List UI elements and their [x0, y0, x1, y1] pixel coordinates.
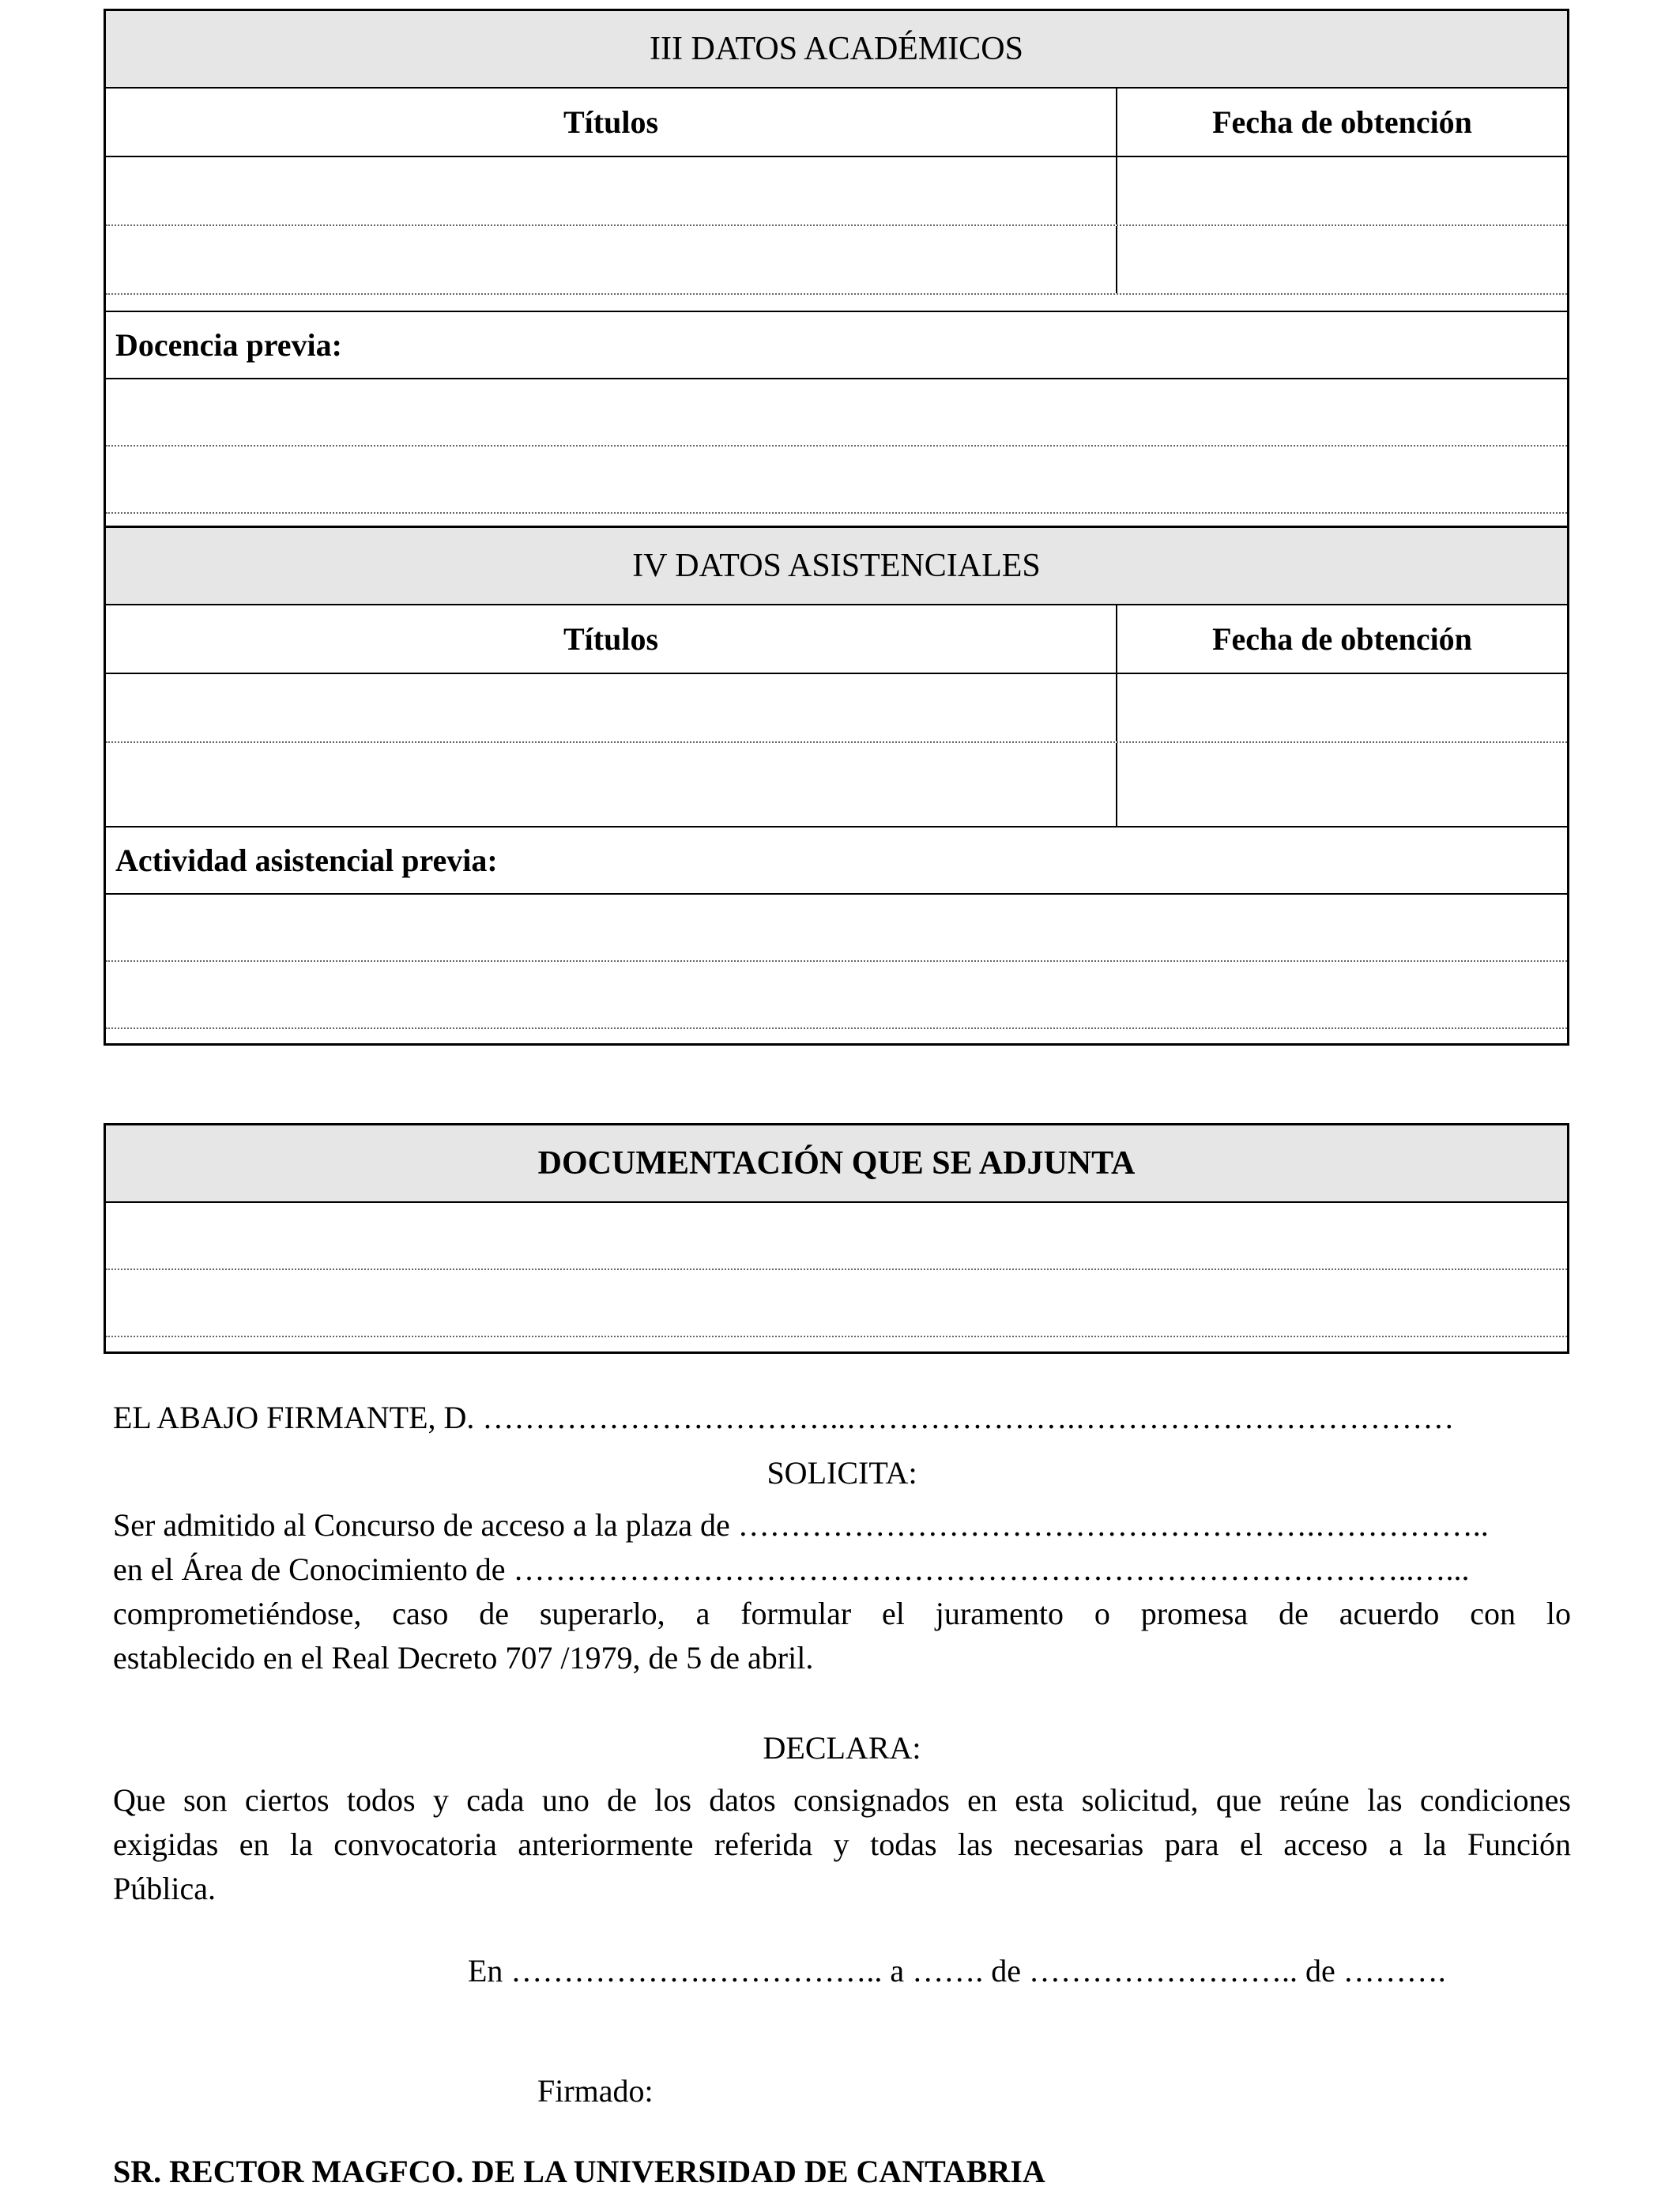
academic-column-headers [106, 89, 1567, 157]
assistance-entry-row[interactable] [106, 743, 1567, 827]
academic-entry-row[interactable] [106, 226, 1567, 295]
actividad-line[interactable] [106, 895, 1567, 962]
solicita-line: en el Área de Conocimiento de …………………………………………………………………………..…... [113, 1551, 1470, 1587]
column-header-titulos: Títulos [106, 605, 1117, 673]
solicita-line: comprometiéndose, caso de superarlo, a formular el juramento o promesa de acuerdo con lo [113, 1596, 1571, 1631]
column-header-fecha: Fecha de obtención [1212, 104, 1472, 140]
column-header-titulos: Títulos [106, 89, 1117, 156]
titulo-field[interactable] [106, 226, 1117, 293]
docencia-previa-label: Docencia previa: [106, 312, 1567, 379]
academic-data-section [104, 9, 1569, 532]
declara-line: Pública. [113, 1871, 216, 1906]
fecha-field[interactable] [1117, 743, 1567, 826]
academic-entry-row[interactable] [106, 157, 1567, 226]
fecha-field[interactable] [1117, 157, 1567, 224]
actividad-line[interactable] [106, 962, 1567, 1029]
titulo-field[interactable] [106, 674, 1117, 741]
solicita-line: establecido en el Real Decreto 707 /1979, de 5 de abril. [113, 1640, 814, 1676]
section-title-academicos: III DATOS ACADÉMICOS [106, 11, 1567, 89]
solicita-line: Ser admitido al Concurso de acceso a la plaza de ……………………………………………….…………….. [113, 1507, 1489, 1543]
column-header-fecha: Fecha de obtención [1212, 621, 1472, 657]
actividad-asistencial-label: Actividad asistencial previa: [106, 827, 1567, 895]
documentation-section [104, 1123, 1569, 1354]
assistance-data-section [104, 526, 1569, 1046]
solicita-heading: SOLICITA: [767, 1455, 917, 1491]
assistance-entry-row[interactable] [106, 674, 1567, 743]
documentacion-line[interactable] [106, 1270, 1567, 1337]
declara-line: Que son ciertos todos y cada uno de los datos consignados en esta solicitud, que reúne las condiciones [113, 1782, 1571, 1818]
firmante-line: EL ABAJO FIRMANTE, D. ……………………………..………………….……………………………… [113, 1400, 1455, 1435]
fecha-field[interactable] [1117, 674, 1567, 741]
section-title-documentacion: DOCUMENTACIÓN QUE SE ADJUNTA [106, 1125, 1567, 1203]
fecha-field[interactable] [1117, 226, 1567, 293]
assistance-column-headers [106, 605, 1567, 674]
documentacion-line[interactable] [106, 1203, 1567, 1270]
firmado-label: Firmado: [537, 2073, 654, 2109]
declara-heading: DECLARA: [763, 1730, 921, 1766]
titulo-field[interactable] [106, 743, 1117, 826]
destinatario: SR. RECTOR MAGFCO. DE LA UNIVERSIDAD DE CANTABRIA [113, 2154, 1045, 2189]
docencia-line[interactable] [106, 447, 1567, 514]
lugar-fecha-line: En ……………….…………….. a ……. de …………………….. de ………. [468, 1953, 1446, 1989]
titulo-field[interactable] [106, 157, 1117, 224]
docencia-line[interactable] [106, 379, 1567, 447]
declara-line: exigidas en la convocatoria anteriormente referida y todas las necesarias para el acceso a la Función [113, 1826, 1571, 1862]
section-title-asistenciales: IV DATOS ASISTENCIALES [106, 528, 1567, 605]
